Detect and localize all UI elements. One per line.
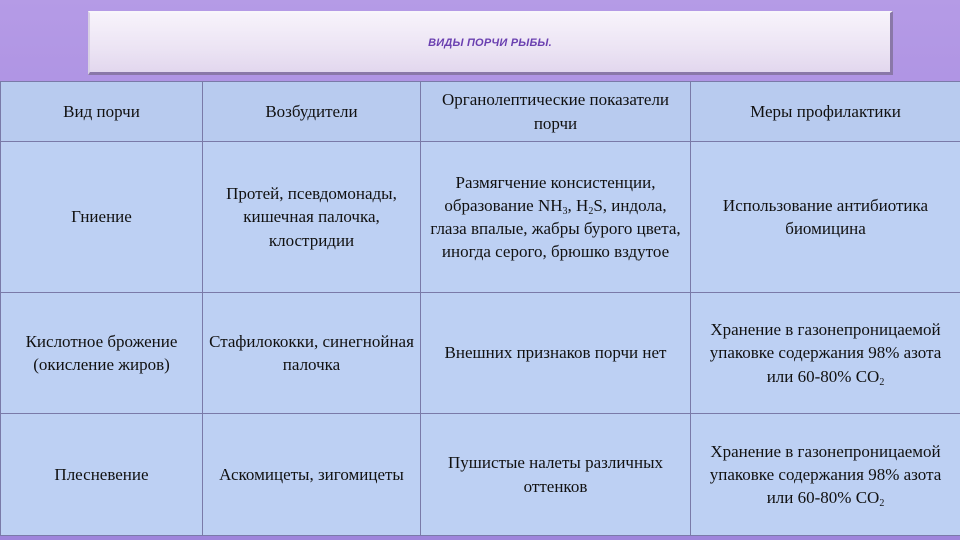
- prevention-subscript: 2: [879, 376, 885, 388]
- prevention-text: Использование антибиотика биомицина: [722, 195, 929, 238]
- prevention-subscript: 2: [879, 498, 885, 510]
- cell-signs: [421, 414, 691, 536]
- table-header-row: [1, 82, 960, 142]
- bottom-border: [0, 536, 960, 540]
- spoilage-table: [0, 81, 960, 536]
- table-row: [1, 414, 960, 536]
- cell-prevention: [691, 293, 960, 414]
- cell-signs: [421, 142, 691, 293]
- cell-agents: Протей, псевдомонады, кишечная палочка, клостридии: [203, 142, 421, 293]
- signs-text: , H: [567, 195, 589, 215]
- header-cell-signs: Органолептические показатели порчи: [421, 82, 691, 142]
- cell-spoilage-type: Плесневение: [1, 414, 203, 536]
- cell-agents: Аскомицеты, зигомицеты: [203, 414, 421, 536]
- signs-text: Размягчение консистенции, образование NH: [444, 172, 656, 215]
- cell-spoilage-type: Кислотное брожение (окисление жиров): [1, 293, 203, 414]
- signs-subscript: 2: [588, 205, 594, 217]
- table-row: [1, 142, 960, 293]
- signs-subscript: 3: [562, 205, 568, 217]
- signs-text: S, индола, глаза впалые, жабры бурого цвета, иногда серого, брюшко вздутое: [430, 195, 681, 262]
- prevention-text: Хранение в газонепроницаемой упаковке содержания 98% азота или 60-80% CO: [709, 320, 942, 386]
- cell-spoilage-type: Гниение: [1, 142, 203, 293]
- cell-signs: [421, 293, 691, 414]
- header-cell-agents: Возбудители: [203, 82, 421, 142]
- page-title: ВИДЫ ПОРЧИ РЫБЫ.: [428, 36, 552, 49]
- header-cell-prevention: Меры профилактики: [691, 82, 960, 142]
- cell-prevention: [691, 142, 960, 293]
- signs-text: Пушистые налеты различных оттенков: [448, 453, 663, 496]
- cell-prevention: [691, 414, 960, 536]
- prevention-text: Хранение в газонепроницаемой упаковке содержания 98% азота или 60-80% CO: [709, 441, 942, 508]
- signs-text: Внешних признаков порчи нет: [444, 343, 667, 363]
- table-row: [1, 293, 960, 414]
- cell-agents: Стафилококки, синегнойная палочка: [203, 293, 421, 414]
- header-cell-type: Вид порчи: [1, 82, 203, 142]
- title-banner: [88, 11, 893, 75]
